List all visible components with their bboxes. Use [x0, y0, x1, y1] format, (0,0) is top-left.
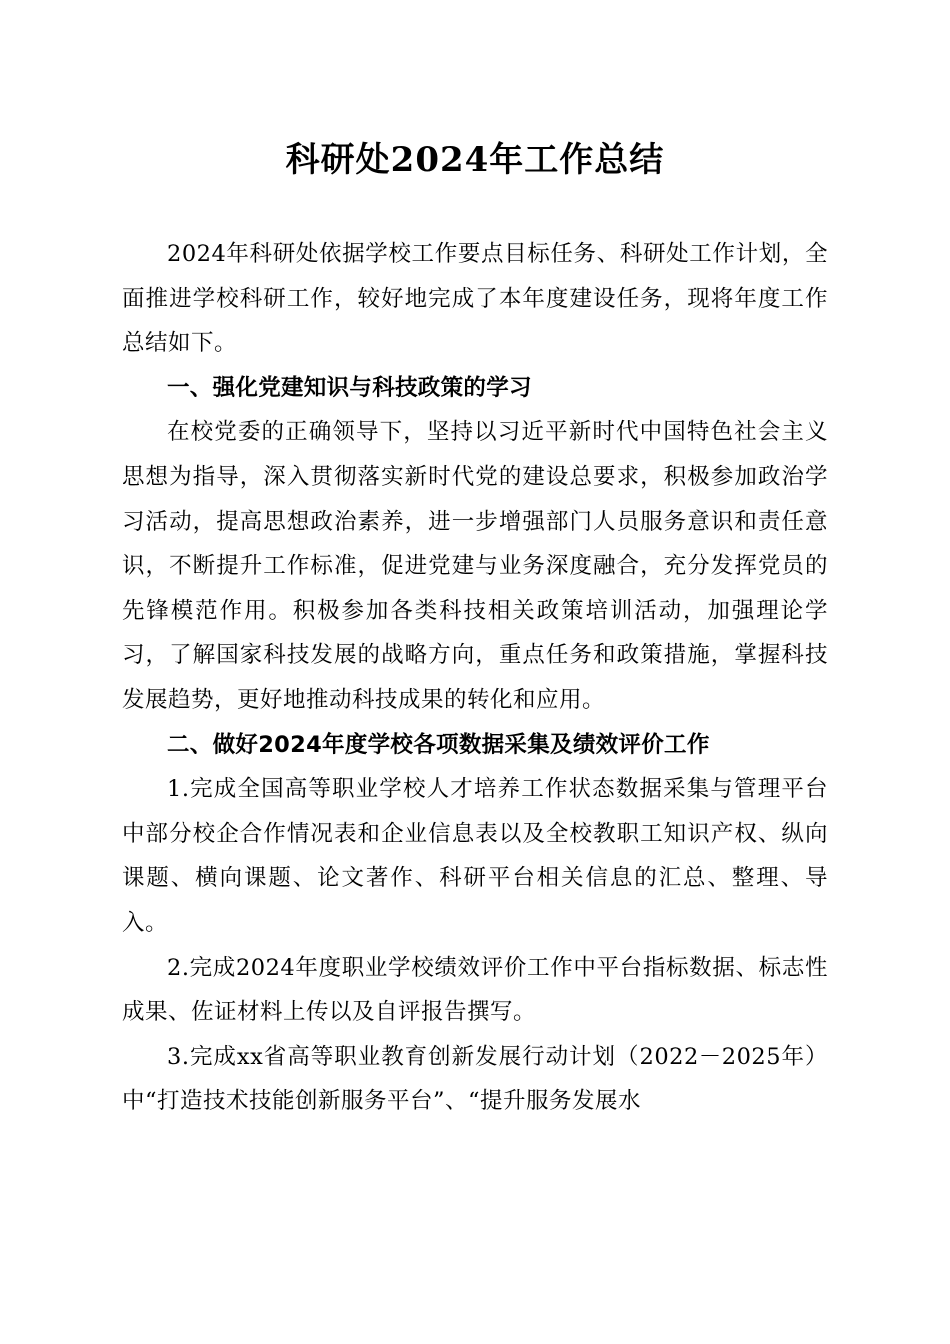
section-2-item-1: 1.完成全国高等职业学校人才培养工作状态数据采集与管理平台中部分校企合作情况表和企业信息表以及全校教职工知识产权、纵向课题、横向课题、论文著作、科研平台相关信息的汇总、整理、导入。: [122, 776, 828, 936]
section-1-heading: 一、强化党建知识与科技政策的学习: [167, 374, 532, 401]
document-title: 科研处2024年工作总结: [285, 140, 665, 180]
section-2-item-2: 2.完成2024年度职业学校绩效评价工作中平台指标数据、标志性成果、佐证材料上传以及自评报告撰写。: [122, 954, 828, 1026]
section-2-item-3: 3.完成xx省高等职业教育创新发展行动计划（2022－2025年）中“打造技术技能创新服务平台”、“提升服务发展水: [122, 1043, 828, 1115]
intro-paragraph: 2024年科研处依据学校工作要点目标任务、科研处工作计划，全面推进学校科研工作，较好地完成了本年度建设任务，现将年度工作总结如下。: [122, 241, 828, 357]
document-body: [122, 232, 828, 1124]
section-2-heading: 二、做好2024年度学校各项数据采集及绩效评价工作: [167, 731, 710, 758]
section-1-paragraph: 在校党委的正确领导下，坚持以习近平新时代中国特色社会主义思想为指导，深入贯彻落实新时代党的建设总要求，积极参加政治学习活动，提高思想政治素养，进一步增强部门人员服务意识和责任意识，不断提升工作标准，促进党建与业务深度融合，充分发挥党员的先锋模范作用。积极参加各类科技相关政策培训活动，加强理论学习，了解国家科技发展的战略方向，重点任务和政策措施，掌握科技发展趋势，更好地推动科技成果的转化和应用。: [122, 419, 828, 713]
